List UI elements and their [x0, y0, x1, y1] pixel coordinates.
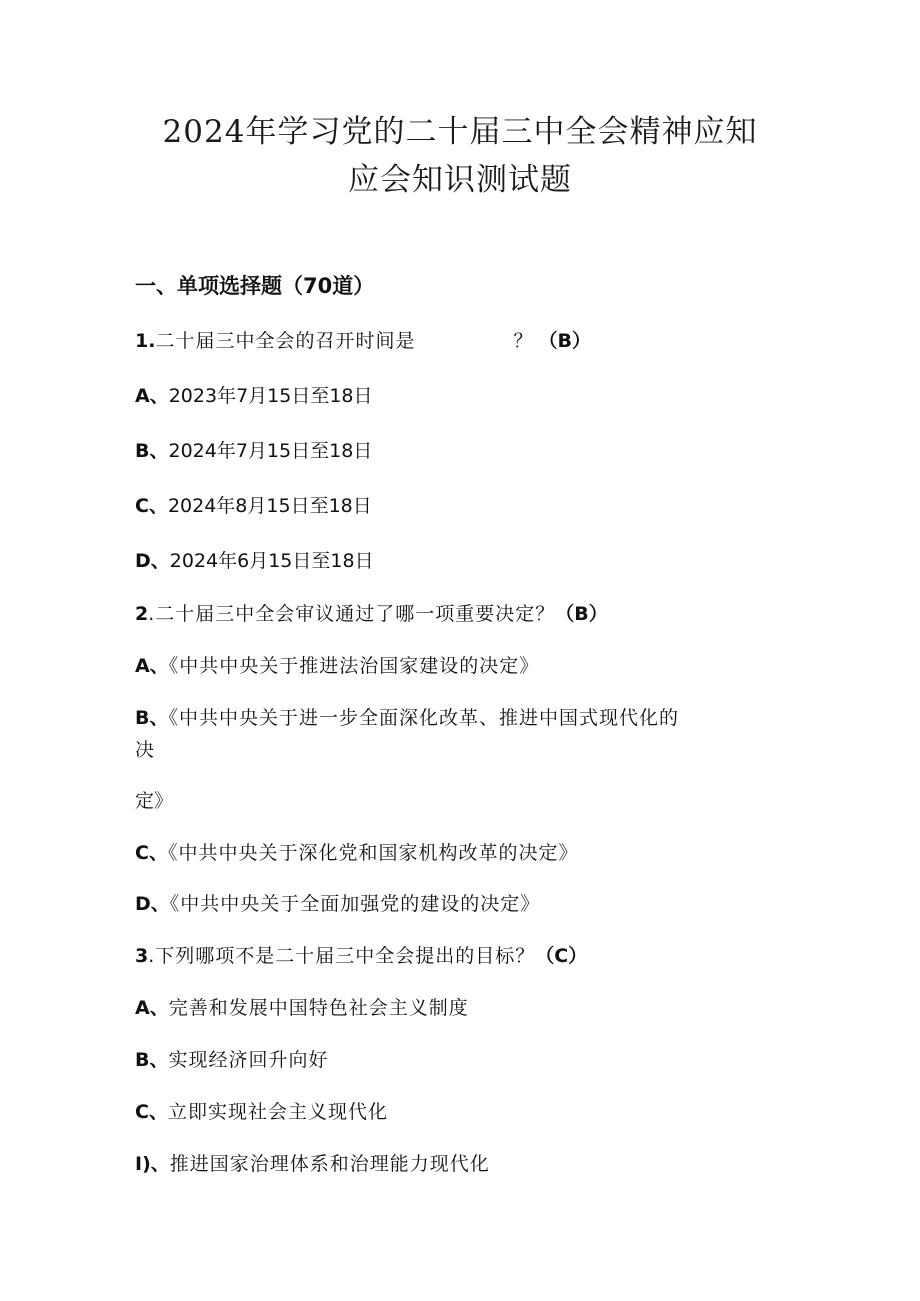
option-item	[135, 1151, 490, 1177]
option-item	[135, 705, 679, 731]
option-text: 2023年7月15日至18日	[168, 385, 373, 407]
option-letter: A、	[135, 385, 169, 407]
option-continuation: 定》	[135, 790, 174, 812]
option-item	[135, 891, 540, 917]
option-continuation: 决	[135, 739, 155, 761]
option-letter: C、	[135, 842, 168, 864]
question-number: 1.	[135, 330, 156, 352]
option-letter: C、	[135, 1101, 168, 1123]
option-item	[135, 1099, 388, 1125]
option-item	[135, 438, 372, 464]
question-1	[135, 328, 591, 354]
option-item	[135, 548, 374, 574]
option-item	[135, 383, 373, 409]
page-title-line-1: 2024年学习党的二十届三中全会精神应知	[162, 114, 758, 150]
question-text: .二十届三中全会审议通过了哪一项重要决定？	[148, 603, 556, 625]
option-text: 2024年8月15日至18日	[167, 495, 372, 517]
option-item	[135, 995, 469, 1021]
option-text: 立即实现社会主义现代化	[167, 1101, 388, 1123]
option-text: 完善和发展中国特色社会主义制度	[168, 997, 469, 1019]
option-letter: D、	[135, 893, 170, 915]
answer-key: （B）	[555, 603, 608, 625]
question-text: 二十届三中全会的召开时间是	[155, 330, 416, 352]
option-letter: I)、	[135, 1153, 170, 1175]
option-item	[135, 1047, 329, 1073]
option-text: 《中共中央关于全面加强党的建设的决定》	[169, 893, 541, 915]
option-text: 2024年7月15日至18日	[168, 440, 373, 462]
option-item	[135, 653, 539, 679]
option-letter: A、	[135, 655, 169, 677]
page-title-line-2: 应会知识测试题	[348, 162, 572, 198]
option-text: 实现经济回升向好	[168, 1049, 329, 1071]
option-text: 2024年6月15日至18日	[169, 550, 374, 572]
option-letter: D、	[135, 550, 170, 572]
option-item	[135, 493, 372, 519]
section-heading: 一、单项选择题（70道）	[135, 274, 375, 298]
question-number: 3	[135, 945, 149, 967]
option-letter: B、	[135, 707, 169, 729]
option-text: 《中共中央关于进一步全面深化改革、推进中国式现代化的	[168, 707, 679, 729]
option-letter: B、	[135, 1049, 169, 1071]
answer-key: （B）	[538, 330, 592, 352]
option-text: 《中共中央关于深化党和国家机构改革的决定》	[167, 842, 579, 864]
question-mark: ？	[513, 330, 533, 352]
option-letter: C、	[135, 495, 168, 517]
option-text: 推进国家治理体系和治理能力现代化	[169, 1153, 490, 1175]
question-number: 2	[135, 603, 149, 625]
answer-key: （C）	[535, 945, 588, 967]
option-letter: A、	[135, 997, 169, 1019]
question-text: .下列哪项不是二十届三中全会提出的目标？	[148, 945, 536, 967]
question-3	[135, 943, 587, 969]
option-text: 《中共中央关于推进法治国家建设的决定》	[168, 655, 540, 677]
option-letter: B、	[135, 440, 169, 462]
option-item	[135, 840, 578, 866]
question-2	[135, 601, 608, 627]
